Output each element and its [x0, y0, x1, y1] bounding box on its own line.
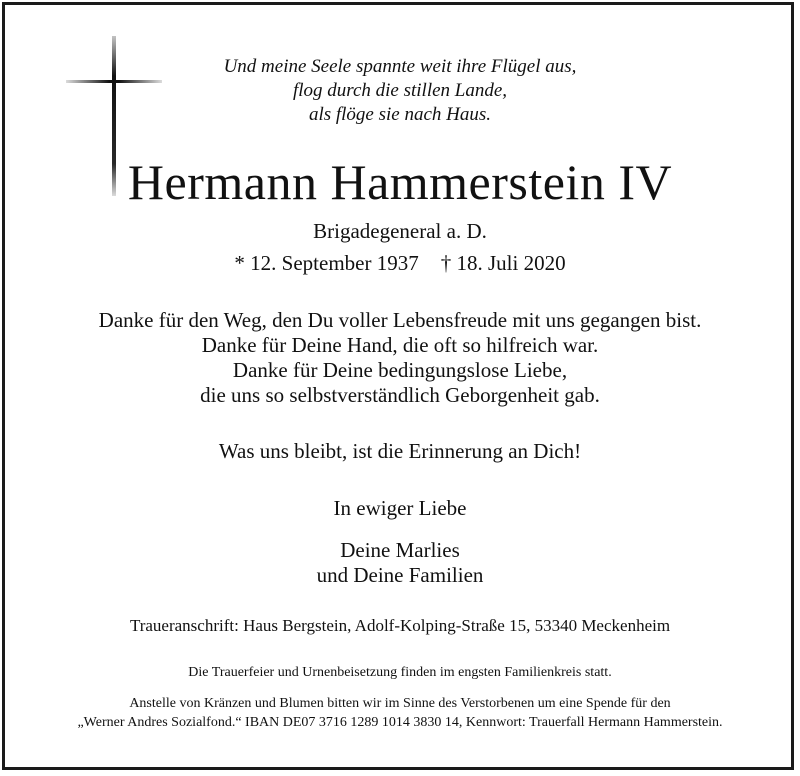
donation-note [0, 694, 800, 732]
remembrance-line: Was uns bleibt, ist die Erinnerung an Dich! [218, 439, 582, 463]
closing-phrase: In ewiger Liebe [333, 496, 467, 520]
deceased-name: Hermann Hammerstein IV [127, 154, 673, 210]
thanks-line: Danke für den Weg, den Du voller Lebensfreude mit uns gegangen bist. [98, 308, 702, 332]
ceremony-note: Die Trauerfeier und Urnenbeisetzung finden im engsten Familienkreis statt. [188, 665, 612, 680]
deceased-title: Brigadegeneral a. D. [313, 219, 487, 243]
motto-line: als flöge sie nach Haus. [308, 104, 492, 125]
motto-line: Und meine Seele spannte weit ihre Flügel aus, [223, 56, 577, 77]
thanks-line: Danke für Deine Hand, die oft so hilfreich war. [201, 333, 599, 357]
signer-line: Deine Marlies [340, 538, 460, 562]
thanks-verse [0, 308, 800, 408]
motto-verse [0, 55, 800, 127]
mourning-address: Traueranschrift: Haus Bergstein, Adolf-Kolping-Straße 15, 53340 Meckenheim [129, 616, 671, 635]
thanks-line: die uns so selbstverständlich Geborgenheit gab. [200, 383, 600, 407]
donation-line: „Werner Andres Sozialfond.“ IBAN DE07 3716 1289 1014 3830 14, Kennwort: Trauerfall Hermann Hammerstein. [77, 715, 723, 730]
birth-date: * 12. September 1937 [234, 251, 419, 275]
life-dates [0, 250, 800, 276]
thanks-line: Danke für Deine bedingungslose Liebe, [232, 358, 568, 382]
signatories [0, 538, 800, 588]
motto-line: flog durch die stillen Lande, [292, 80, 508, 101]
signer-line: und Deine Familien [316, 563, 484, 587]
donation-line: Anstelle von Kränzen und Blumen bitten wir im Sinne des Verstorbenen um eine Spende für den [129, 696, 671, 711]
death-date: † 18. Juli 2020 [440, 251, 566, 275]
